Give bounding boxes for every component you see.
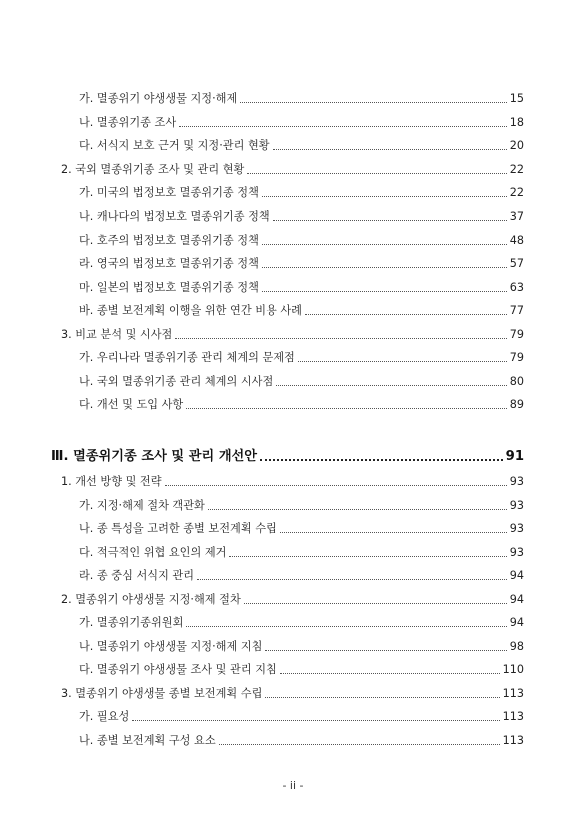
- dot-leader: [305, 314, 507, 315]
- toc-entry-page: 94: [509, 569, 524, 582]
- toc-entry-label: 가. 지정·해제 절차 객관화: [79, 499, 205, 512]
- dot-leader: [165, 485, 507, 486]
- toc-entry[interactable]: [79, 499, 524, 513]
- dot-leader: [247, 173, 506, 174]
- toc-entry-label: 가. 미국의 법정보호 멸종위기종 정책: [79, 186, 259, 199]
- toc-entry-label: 나. 멸종위기 야생생물 지정·해제 지침: [79, 640, 263, 653]
- toc-entry-page: 22: [509, 186, 524, 199]
- toc-entry-page: 93: [509, 522, 524, 535]
- toc-entry-page: 57: [509, 257, 524, 270]
- toc-entry-page: 94: [509, 616, 524, 629]
- toc-entry[interactable]: [79, 281, 524, 295]
- toc-entry[interactable]: [79, 710, 524, 724]
- toc-entry[interactable]: [79, 351, 524, 365]
- toc-entry-page: 93: [509, 546, 524, 559]
- toc-entry[interactable]: [79, 734, 524, 748]
- toc-entry-label: 나. 멸종위기종 조사: [79, 116, 177, 129]
- toc-entry-label: 라. 영국의 법정보호 멸종위기종 정책: [79, 257, 259, 270]
- toc-section[interactable]: [61, 163, 524, 177]
- toc-entry-page: 80: [509, 375, 524, 388]
- toc-section-label: 2. 멸종위기 야생생물 지정·해제 절차: [61, 593, 241, 606]
- toc-entry-label: 나. 종 특성을 고려한 종별 보전계획 수립: [79, 522, 277, 535]
- toc-section[interactable]: [61, 593, 524, 607]
- dot-leader: [280, 532, 507, 533]
- toc-section-page: 79: [509, 328, 524, 341]
- toc-section-page: 113: [502, 687, 524, 700]
- toc-entry-label: 가. 우리나라 멸종위기종 관리 체계의 문제점: [79, 351, 295, 364]
- toc-entry-label: 가. 멸종위기 야생생물 지정·해제: [79, 92, 238, 105]
- toc-entry[interactable]: [79, 616, 524, 630]
- toc-section[interactable]: [61, 328, 524, 342]
- toc-entry-label: 다. 호주의 법정보호 멸종위기종 정책: [79, 234, 259, 247]
- toc-entry[interactable]: [79, 257, 524, 271]
- toc-section-page: 94: [509, 593, 524, 606]
- dot-leader: [262, 196, 507, 197]
- dot-leader: [260, 459, 503, 461]
- toc-chapter-page: 91: [505, 449, 524, 464]
- toc-section-page: 22: [509, 163, 524, 176]
- toc-entry-label: 다. 개선 및 도입 사항: [79, 398, 184, 411]
- toc-entry-page: 93: [509, 499, 524, 512]
- toc-entry[interactable]: [79, 139, 524, 153]
- dot-leader: [240, 102, 506, 103]
- toc-entry[interactable]: [79, 522, 524, 536]
- dot-leader: [276, 385, 506, 386]
- toc-section-label: 2. 국외 멸종위기종 조사 및 관리 현황: [61, 163, 245, 176]
- toc-entry-label: 다. 멸종위기 야생생물 조사 및 관리 지침: [79, 663, 277, 676]
- toc-entry-label: 나. 캐나다의 법정보호 멸종위기종 정책: [79, 210, 270, 223]
- dot-leader: [179, 126, 507, 127]
- dot-leader: [208, 509, 507, 510]
- toc-entry[interactable]: [79, 116, 524, 130]
- toc-entry-label: 마. 일본의 법정보호 멸종위기종 정책: [79, 281, 259, 294]
- toc-entry[interactable]: [79, 569, 524, 583]
- toc-entry-page: 89: [509, 398, 524, 411]
- dot-leader: [244, 603, 507, 604]
- toc-entry-label: 나. 종별 보전계획 구성 요소: [79, 734, 216, 747]
- toc-entry-label: 바. 종별 보전계획 이행을 위한 연간 비용 사례: [79, 304, 302, 317]
- toc-chapter[interactable]: [51, 449, 524, 465]
- toc-entry-page: 63: [509, 281, 524, 294]
- toc-entry[interactable]: [79, 234, 524, 248]
- dot-leader: [186, 408, 507, 409]
- toc-entry[interactable]: [79, 375, 524, 389]
- toc-entry[interactable]: [79, 398, 524, 412]
- page-number: - ii -: [282, 779, 304, 792]
- dot-leader: [265, 650, 506, 651]
- toc-entry-page: 15: [509, 92, 524, 105]
- toc-entry-page: 113: [502, 734, 524, 747]
- toc-entry-label: 다. 서식지 보호 근거 및 지정·관리 현황: [79, 139, 270, 152]
- dot-leader: [219, 744, 500, 745]
- toc-section[interactable]: [61, 687, 524, 701]
- toc-entry[interactable]: [79, 186, 524, 200]
- toc-entry-page: 20: [509, 139, 524, 152]
- toc-entry-page: 18: [509, 116, 524, 129]
- dot-leader: [175, 338, 506, 339]
- toc-entry[interactable]: [79, 304, 524, 318]
- toc-chapter-label: Ⅲ. 멸종위기종 조사 및 관리 개선안: [51, 449, 258, 464]
- dot-leader: [298, 361, 507, 362]
- dot-leader: [132, 720, 499, 721]
- toc-entry-page: 48: [509, 234, 524, 247]
- toc-entry-page: 113: [502, 710, 524, 723]
- toc-entry-page: 98: [509, 640, 524, 653]
- dot-leader: [280, 673, 500, 674]
- dot-leader: [262, 244, 507, 245]
- toc-section-label: 3. 멸종위기 야생생물 종별 보전계획 수립: [61, 687, 263, 700]
- toc-entry-page: 79: [509, 351, 524, 364]
- toc-section-page: 93: [509, 475, 524, 488]
- toc-entry[interactable]: [79, 92, 524, 106]
- toc-entry-label: 가. 멸종위기종위원회: [79, 616, 184, 629]
- toc-entry[interactable]: [79, 640, 524, 654]
- toc-entry-page: 37: [509, 210, 524, 223]
- toc-section-label: 1. 개선 방향 및 전략: [61, 475, 162, 488]
- toc-entry[interactable]: [79, 663, 524, 677]
- toc-section[interactable]: [61, 475, 524, 489]
- toc-entry-page: 110: [502, 663, 524, 676]
- dot-leader: [265, 697, 499, 698]
- toc-entry-label: 다. 적극적인 위협 요인의 제거: [79, 546, 227, 559]
- toc-entry-label: 나. 국외 멸종위기종 관리 체계의 시사점: [79, 375, 274, 388]
- dot-leader: [186, 626, 506, 627]
- dot-leader: [273, 149, 507, 150]
- dot-leader: [262, 291, 507, 292]
- toc-entry-label: 가. 필요성: [79, 710, 130, 723]
- dot-leader: [229, 556, 506, 557]
- toc-entry-page: 77: [509, 304, 524, 317]
- dot-leader: [273, 220, 507, 221]
- toc-entry[interactable]: [79, 546, 524, 560]
- toc-entry-label: 라. 종 중심 서식지 관리: [79, 569, 195, 582]
- toc-entry[interactable]: [79, 210, 524, 224]
- dot-leader: [262, 267, 507, 268]
- dot-leader: [197, 579, 507, 580]
- toc-section-label: 3. 비교 분석 및 시사점: [61, 328, 173, 341]
